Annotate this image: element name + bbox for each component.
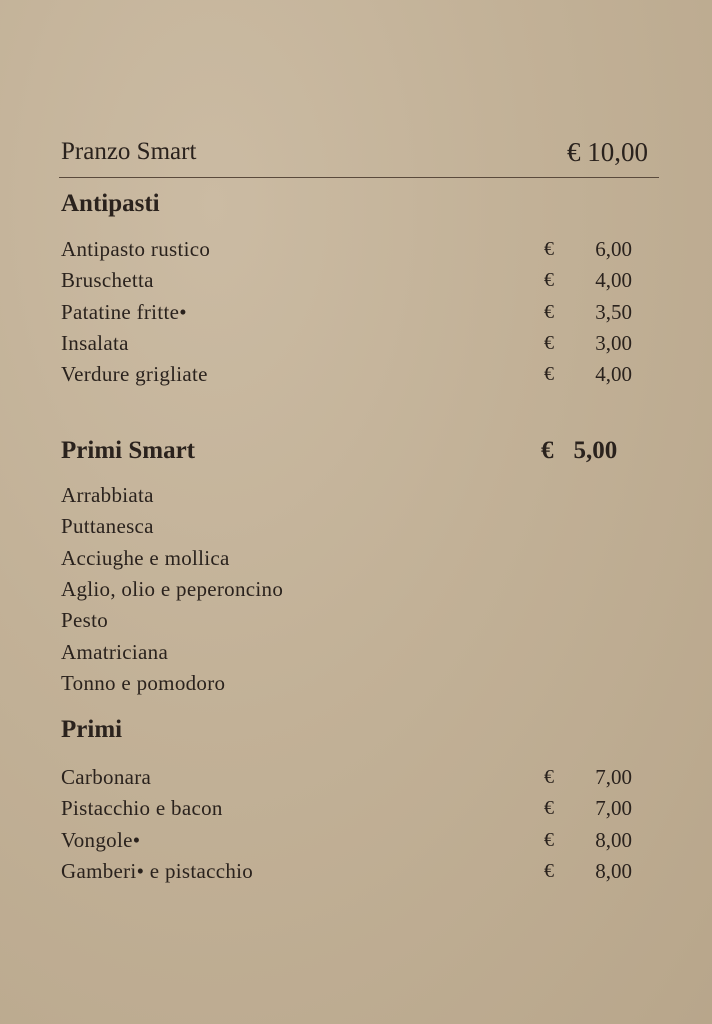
menu-item-price: 8,00 (595, 827, 632, 852)
menu-item-name: Insalata (61, 330, 129, 355)
menu-item-name: Tonno e pomodoro (61, 670, 226, 695)
section-title: Primi (61, 716, 123, 743)
menu-item-price: 3,00 (595, 330, 632, 355)
price-value: 5,00 (573, 437, 618, 464)
menu-item-currency: € (544, 766, 554, 788)
menu-item-price: 8,00 (595, 858, 632, 883)
currency-symbol: € (541, 437, 554, 464)
menu-item-name: Pesto (61, 608, 109, 633)
menu-item-currency: € (544, 859, 554, 882)
menu-item-price: 3,50 (595, 299, 632, 324)
menu-item-name: Antipasto rustico (61, 237, 211, 261)
menu-item-name: Carbonara (61, 765, 152, 789)
menu-item-name: Arrabbiata (61, 483, 154, 507)
menu-item-currency: € (544, 797, 554, 820)
menu-item-name: Acciughe e mollica (61, 545, 230, 570)
menu-item-name: Patatine fritte• (61, 299, 187, 324)
menu-item-price: 7,00 (595, 796, 632, 821)
menu-item-currency: € (544, 269, 554, 292)
menu-item-name: Vongole• (61, 827, 141, 852)
section-title: Primi Smart (61, 437, 195, 464)
menu-item-name: Amatriciana (61, 639, 169, 664)
menu-item-price: 4,00 (595, 362, 632, 387)
menu-title-price: € 10,00 (567, 137, 648, 167)
menu-item-price: 4,00 (595, 268, 632, 293)
menu-item-currency: € (544, 300, 554, 323)
menu-item-name: Gamberi• e pistacchio (61, 858, 254, 883)
menu-item-name: Pistacchio e bacon (61, 796, 223, 821)
menu-item-currency: € (544, 363, 554, 386)
section-price (541, 437, 617, 465)
menu-item-name: Bruschetta (61, 268, 154, 293)
menu-item-currency: € (544, 238, 554, 260)
menu-item-name: Verdure grigliate (61, 362, 208, 387)
section-title: Antipasti (61, 190, 160, 217)
menu-item-currency: € (544, 331, 554, 354)
divider (59, 177, 659, 178)
menu-item-price: 6,00 (595, 237, 632, 261)
menu-item-currency: € (544, 828, 554, 851)
menu-item-name: Aglio, olio e peperoncino (61, 576, 284, 601)
menu-item-name: Puttanesca (61, 514, 154, 539)
menu-item-price: 7,00 (595, 765, 632, 789)
menu-title: Pranzo Smart (61, 138, 197, 165)
